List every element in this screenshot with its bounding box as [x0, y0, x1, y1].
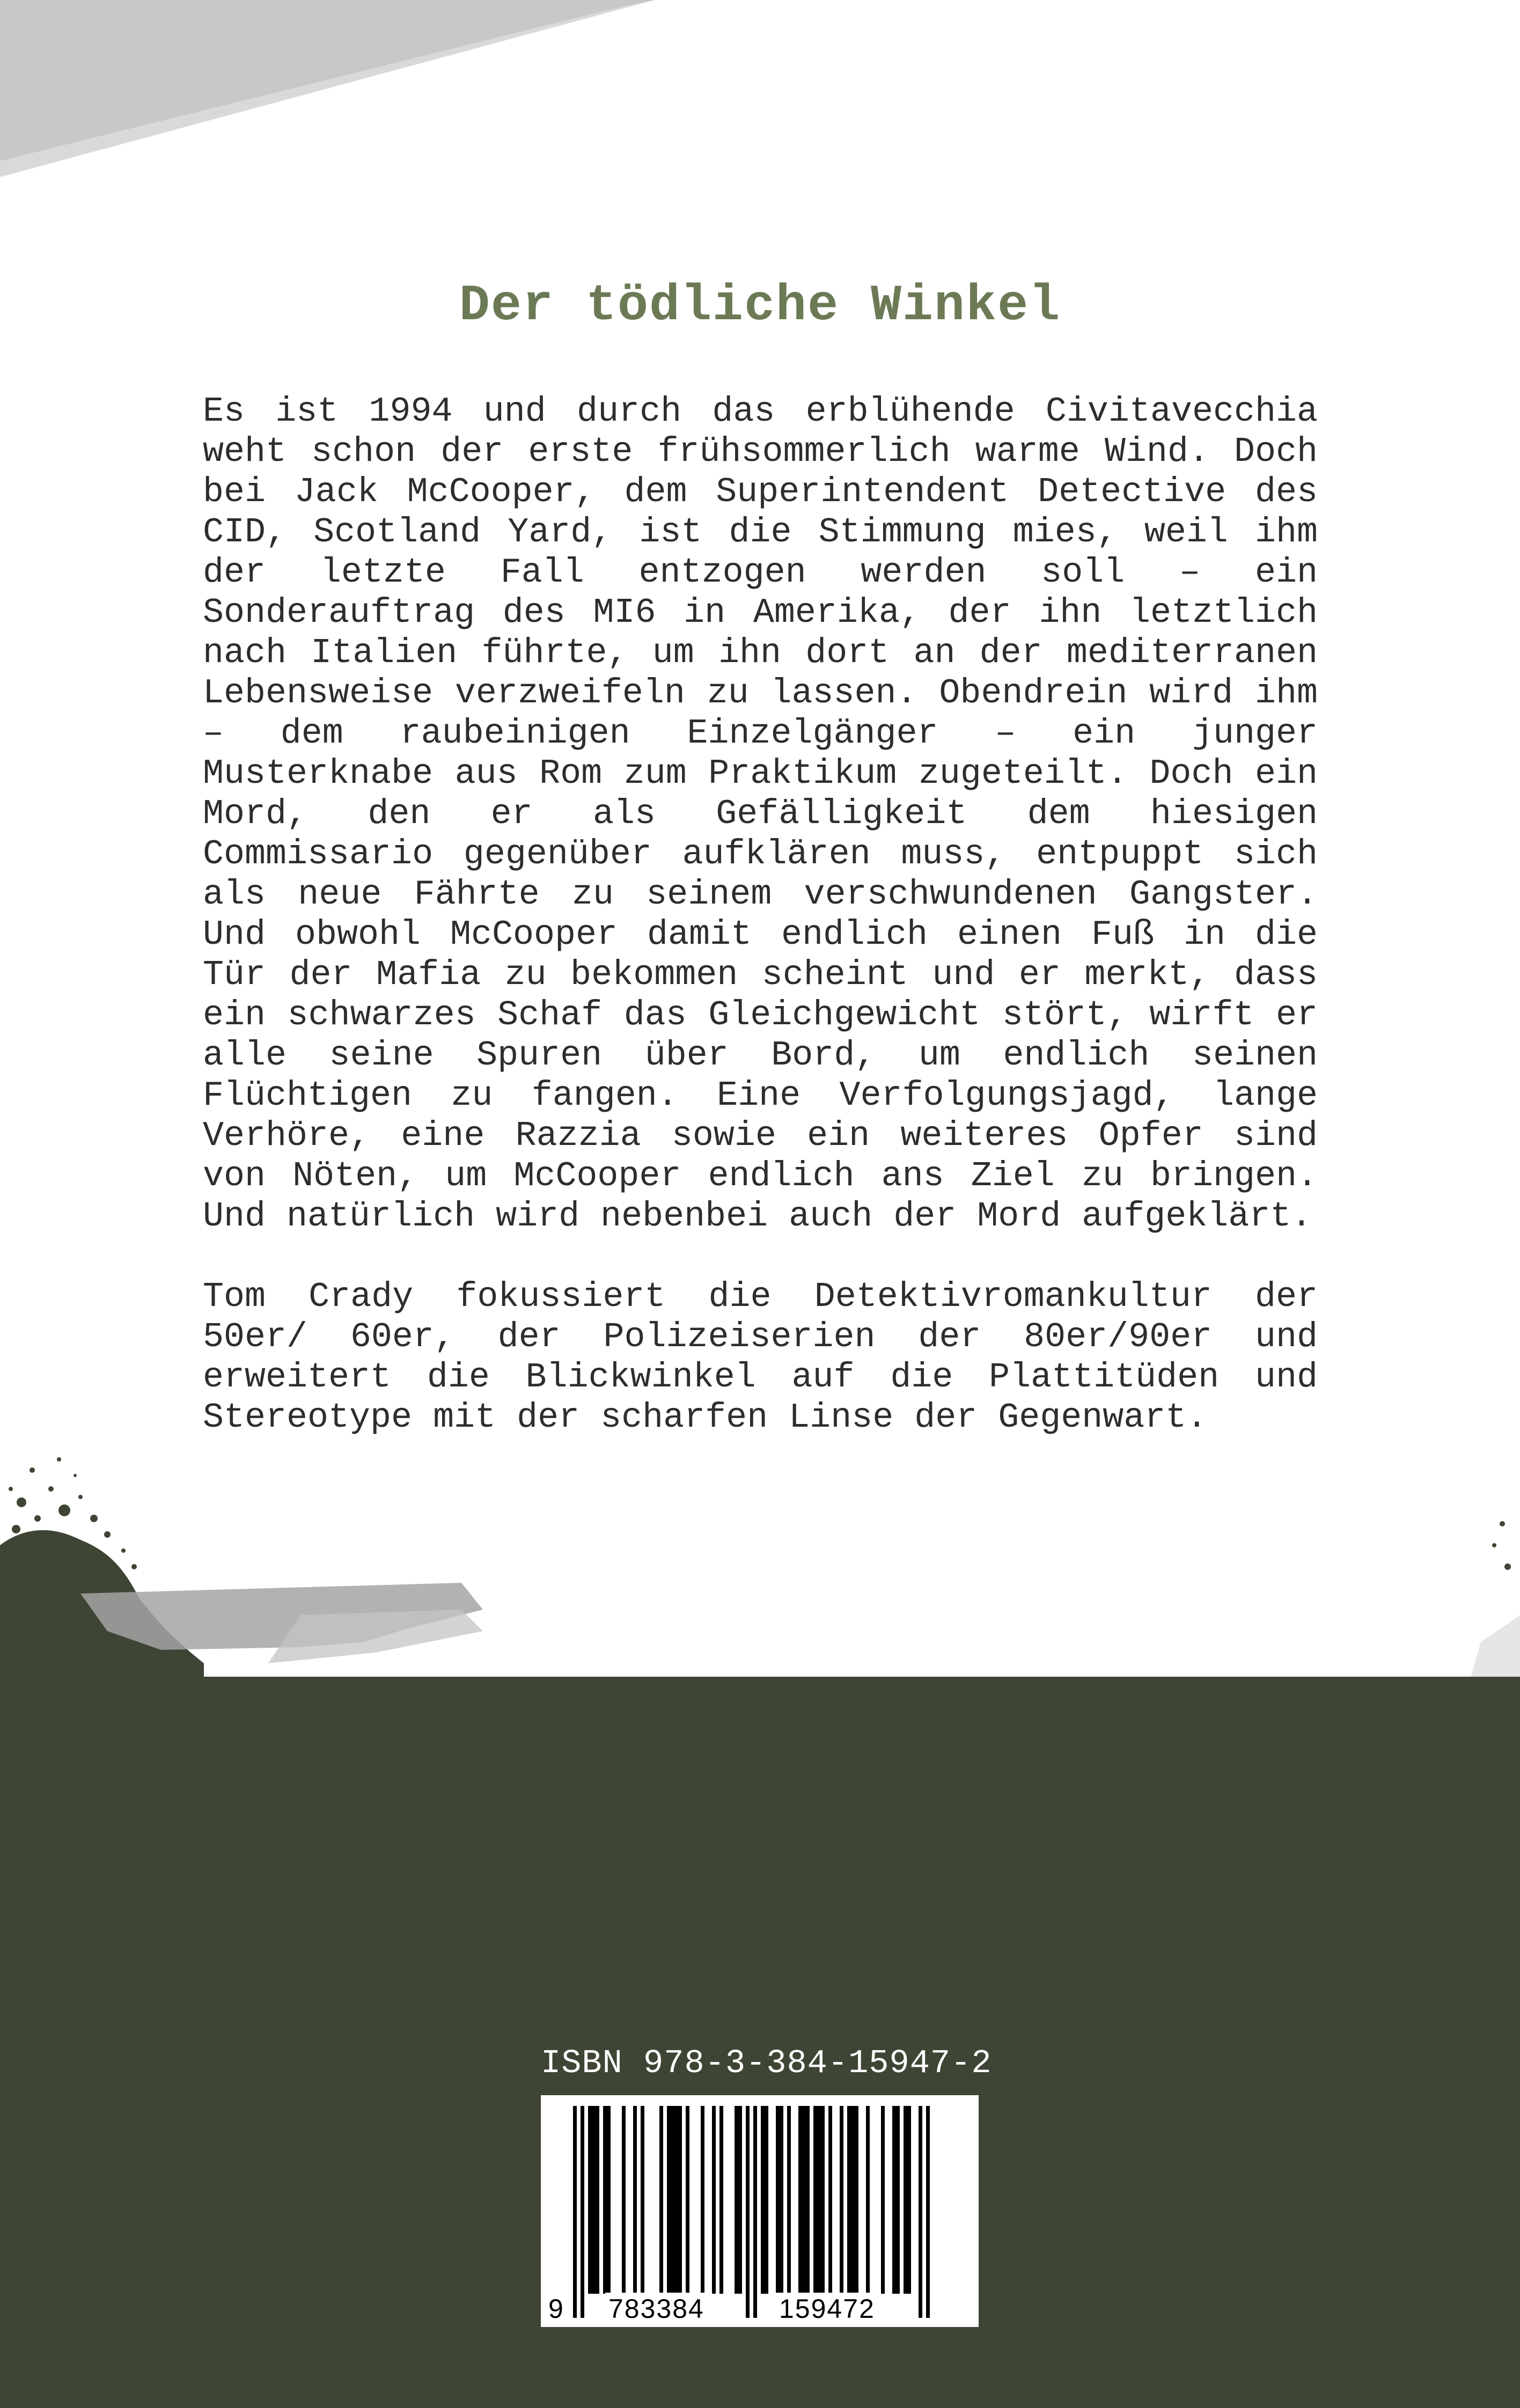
- barcode-bar: [904, 2106, 907, 2294]
- splatter-edge-right: [1470, 1615, 1520, 1679]
- blurb-text: [203, 392, 1318, 1478]
- barcode-bar: [603, 2106, 607, 2294]
- barcode-digit-first: 9: [548, 2294, 563, 2324]
- barcode-bar: [855, 2106, 858, 2294]
- barcode-bar: [686, 2106, 689, 2294]
- barcode-bar: [765, 2106, 768, 2294]
- barcode-bar: [802, 2106, 806, 2294]
- barcode-bar: [840, 2106, 843, 2294]
- barcode-bar: [607, 2106, 611, 2294]
- barcode-bar: [798, 2106, 802, 2294]
- brush-stroke-light: [268, 1610, 483, 1663]
- barcode-bar: [813, 2106, 817, 2294]
- barcode-bar: [881, 2106, 885, 2294]
- barcode-digits-left: 783384: [605, 2293, 708, 2325]
- barcode-bar: [712, 2106, 716, 2294]
- barcode-bar: [753, 2106, 757, 2318]
- blurb-paragraph-2: Tom Crady fokussiert die Detektivromankultur der 50er/ 60er, der Polizeiserien der 80er/90er und erweitert die Blickwinkel auf die Plattitüden und Stereotype mit der scharfen Linse der Gegenwart.: [203, 1277, 1318, 1437]
- paint-splatter-transition: [0, 1438, 1520, 1679]
- barcode-bar: [806, 2106, 810, 2294]
- barcode-bar: [851, 2106, 855, 2294]
- barcode-bar: [907, 2106, 911, 2294]
- splatter-dots: [9, 1457, 1511, 1570]
- barcode-bar: [787, 2106, 791, 2294]
- isbn-label: ISBN 978-3-384-15947-2: [541, 2044, 992, 2082]
- top-gray-swoosh: [0, 0, 1520, 182]
- barcode-bar: [780, 2106, 783, 2294]
- barcode-bar: [776, 2106, 780, 2294]
- barcode-bar: [592, 2106, 596, 2294]
- barcode-bar: [674, 2106, 678, 2294]
- barcode-bar: [671, 2106, 674, 2294]
- barcode-bar: [866, 2106, 870, 2294]
- barcode-digits-right: 159472: [776, 2293, 878, 2325]
- blurb-paragraph-1: Es ist 1994 und durch das erblühende Civitavecchia weht schon der erste frühsommerlich warme Wind. Doch bei Jack McCooper, dem Superintendent Detective des CID, Scotland Yard, ist die Stimmung mies, weil ihm der letzte Fall entzogen werden soll – ein Sonderauftrag des MI6 in Amerika, der ihn letztlich nach Italien führte, um ihn dort an der mediterranen Lebensweise verzweifeln zu lassen. Obendrein wird ihm – dem raubeinigen Einzelgänger – ein junger Musterknabe aus Rom zum Praktikum zugeteilt. Doch ein Mord, den er als Gefälligkeit dem hiesigen Commissario gegenüber aufklären muss, entpuppt sich als neue Fährte zu seinem verschwundenen Gangster. Und obwohl McCooper damit endlich einen Fuß in die Tür der Mafia zu bekommen scheint und er merkt, dass ein schwarzes Schaf das Gleichgewicht stört, wirft er alle seine Spuren über Bord, um endlich seinen Flüchtigen zu fangen. Eine Verfolgungsjagd, lange Verhöre, eine Razzia sowie ein weiteres Opfer sind von Nöten, um McCooper endlich ans Ziel zu bringen. Und natürlich wird nebenbei auch der Mord aufgeklärt.: [203, 392, 1318, 1236]
- barcode-bar: [667, 2106, 671, 2294]
- barcode-bar: [641, 2106, 644, 2294]
- barcode-bar: [719, 2106, 723, 2294]
- isbn-barcode: [541, 2095, 979, 2327]
- barcode-bar: [622, 2106, 626, 2294]
- barcode-bar: [678, 2106, 682, 2294]
- barcode-bar: [633, 2106, 637, 2294]
- barcode-bar: [659, 2106, 663, 2294]
- barcode-bar: [926, 2106, 930, 2318]
- barcode-bar: [735, 2106, 738, 2294]
- barcode-bar: [761, 2106, 765, 2294]
- barcode-bar: [919, 2106, 922, 2318]
- barcode-bar: [588, 2106, 592, 2294]
- barcode-bar: [828, 2106, 832, 2294]
- barcode-bar: [701, 2106, 704, 2294]
- barcode-bar: [821, 2106, 825, 2294]
- barcode-bar: [738, 2106, 742, 2294]
- barcode-bar: [746, 2106, 750, 2318]
- book-title: Der tödliche Winkel: [459, 277, 1061, 335]
- barcode-bar: [892, 2106, 896, 2294]
- barcode-bar: [581, 2106, 584, 2318]
- barcode-bar: [573, 2106, 577, 2318]
- barcode-bar: [817, 2106, 821, 2294]
- barcode-bar: [847, 2106, 851, 2294]
- barcode-bar: [596, 2106, 599, 2294]
- barcode-bar: [896, 2106, 900, 2294]
